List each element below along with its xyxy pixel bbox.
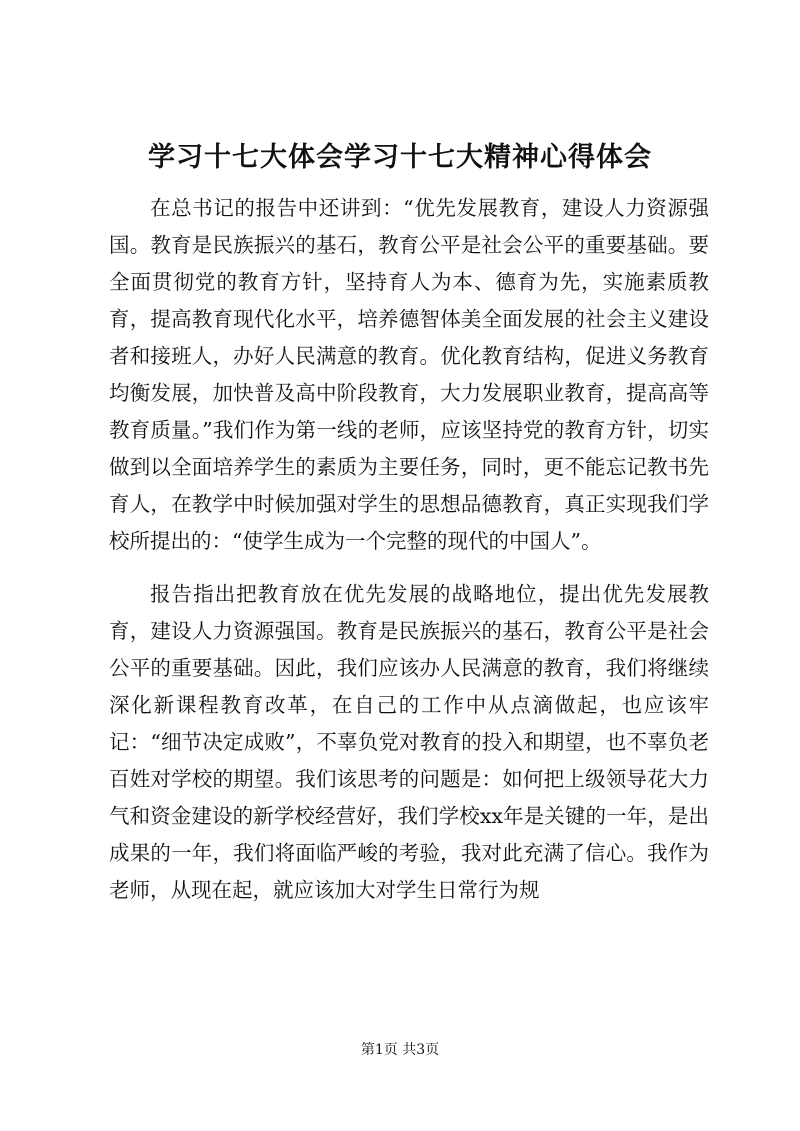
paragraph-2: 报告指出把教育放在优先发展的战略地位，提出优先发展教育，建设人力资源强国。教育是民族振兴的基石，教育公平是社会公平的重要基础。因此，我们应该办人民满意的教育，我们将继续深化新课程教育改革，在自己的工作中从点滴做起，也应该牢记：“细节决定成败”，不辜负党对教育的投入和期望，也不辜负老百姓对学校的期望。我们该思考的问题是：如何把上级领导花大力气和资金建设的新学校经营好，我们学校xx年是关键的一年，是出成果的一年，我们将面临严峻的考验，我对此充满了信心。我作为老师，从现在起，就应该加大对学生日常行为规	[109, 582, 709, 902]
document-title: 学习十七大体会学习十七大精神心得体会	[148, 142, 652, 173]
document-body	[109, 190, 709, 909]
paragraph-1: 在总书记的报告中还讲到：“优先发展教育，建设人力资源强国。教育是民族振兴的基石，教育公平是社会公平的重要基础。要全面贯彻党的教育方针，坚持育人为本、德育为先，实施素质教育，提高教育现代化水平，培养德智体美全面发展的社会主义建设者和接班人，办好人民满意的教育。优化教育结构，促进义务教育均衡发展，加快普及高中阶段教育，大力发展职业教育，提高高等教育质量。”我们作为第一线的老师，应该坚持党的教育方针，切实做到以全面培养学生的素质为主要任务，同时，更不能忘记教书先育人，在教学中时候加强对学生的思想品德教育，真正实现我们学校所提出的：“使学生成为一个完整的现代的中国人”。	[109, 196, 709, 553]
page-number-footer: 第1页 共3页	[360, 1042, 440, 1058]
